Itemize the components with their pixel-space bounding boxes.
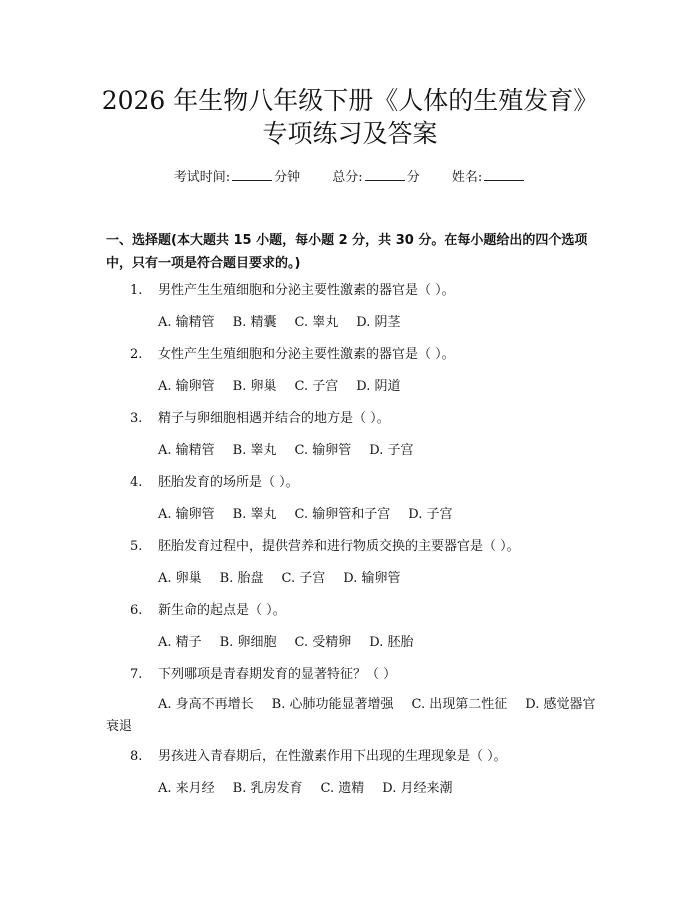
option-c: C. 子宫 xyxy=(294,379,339,394)
question-text: 下列哪项是青春期发育的显著特征？（ ） xyxy=(158,667,397,682)
question-number: 5. xyxy=(130,539,143,554)
student-name-blank xyxy=(484,168,524,181)
option-b: B. 卵细胞 xyxy=(219,635,277,650)
question-number: 4. xyxy=(130,475,143,490)
option-c: C. 睾丸 xyxy=(294,315,339,330)
option-c: C. 子宫 xyxy=(281,571,326,586)
total-score-field xyxy=(332,170,424,185)
option-d: D. 阴茎 xyxy=(356,315,401,330)
question-6-options xyxy=(158,634,431,652)
option-d: D. 胚胎 xyxy=(369,635,414,650)
option-b: B. 睾丸 xyxy=(232,443,277,458)
section-heading: 一、选择题(本大题共 15 小题，每小题 2 分，共 30 分。在每小题给出的四个选项中，只有一项是符合题目要求的。) xyxy=(106,233,588,271)
exam-time-label: 考试时间: xyxy=(173,170,231,185)
exam-info xyxy=(0,168,700,187)
question-2 xyxy=(130,346,455,364)
question-text: 男孩进入青春期后，在性激素作用下出现的生理现象是（ ）。 xyxy=(158,749,507,764)
total-score-blank xyxy=(365,168,405,181)
option-d: D. 输卵管 xyxy=(343,571,401,586)
option-c: C. 出现第二性征 xyxy=(411,697,508,712)
option-b: B. 乳房发育 xyxy=(232,781,303,796)
question-number: 1. xyxy=(130,283,143,298)
option-a: A. 输精管 xyxy=(158,443,215,458)
question-3-options xyxy=(158,442,431,460)
question-text: 精子与卵细胞相遇并结合的地方是（ ）。 xyxy=(158,411,390,426)
question-4-options xyxy=(158,506,470,524)
option-d: D. 月经来潮 xyxy=(382,781,453,796)
exam-time-field xyxy=(174,170,305,185)
option-a: A. 卵巢 xyxy=(158,571,202,586)
question-5-options xyxy=(158,570,418,588)
question-2-options xyxy=(158,378,418,396)
option-b: B. 卵巢 xyxy=(232,379,277,394)
question-1 xyxy=(130,282,455,300)
question-number: 8. xyxy=(130,749,143,764)
option-b: B. 胎盘 xyxy=(219,571,264,586)
option-c: C. 输卵管和子宫 xyxy=(294,507,391,522)
student-name-label: 姓名: xyxy=(451,170,483,185)
option-a: A. 来月经 xyxy=(158,781,215,796)
question-text: 胚胎发育过程中，提供营养和进行物质交换的主要器官是（ ）。 xyxy=(158,539,520,554)
option-b: B. 心肺功能显著增强 xyxy=(271,697,394,712)
option-d: D. 阴道 xyxy=(356,379,401,394)
question-number: 3. xyxy=(130,411,143,426)
option-a: A. 输精管 xyxy=(158,315,215,330)
total-score-label: 总分: xyxy=(332,170,363,185)
document-subtitle: 专项练习及答案 xyxy=(262,119,438,148)
option-a: A. 精子 xyxy=(158,635,202,650)
question-number: 2. xyxy=(130,347,143,362)
question-number: 6. xyxy=(130,603,143,618)
option-c: C. 输卵管 xyxy=(294,443,352,458)
question-number: 7. xyxy=(130,667,143,682)
option-d: D. 感觉器官衰退 xyxy=(106,697,596,734)
document-title: 2026 年生物八年级下册《人体的生殖发育》 xyxy=(101,86,599,115)
question-1-options xyxy=(158,314,418,332)
question-8-options xyxy=(158,780,470,798)
option-d: D. 子宫 xyxy=(408,507,453,522)
question-text: 女性产生生殖细胞和分泌主要性激素的器官是（ ）。 xyxy=(158,347,455,362)
question-7 xyxy=(130,666,396,684)
question-4 xyxy=(130,474,299,492)
option-c: C. 受精卵 xyxy=(294,635,352,650)
question-5 xyxy=(130,538,520,556)
question-6 xyxy=(130,602,286,620)
student-name-field xyxy=(452,170,526,185)
question-text: 男性产生生殖细胞和分泌主要性激素的器官是（ ）。 xyxy=(158,283,455,298)
option-c: C. 遗精 xyxy=(320,781,365,796)
option-a: A. 输卵管 xyxy=(158,379,215,394)
question-3 xyxy=(130,410,390,428)
question-8 xyxy=(130,748,507,766)
question-text: 胚胎发育的场所是（ ）。 xyxy=(158,475,299,490)
option-b: B. 睾丸 xyxy=(232,507,277,522)
total-score-unit: 分 xyxy=(406,170,420,185)
option-a: A. 输卵管 xyxy=(158,507,215,522)
option-d: D. 子宫 xyxy=(369,443,414,458)
question-7-options xyxy=(106,694,598,738)
option-b: B. 精囊 xyxy=(232,315,277,330)
option-a: A. 身高不再增长 xyxy=(158,697,254,712)
question-text: 新生命的起点是（ ）。 xyxy=(158,603,286,618)
exam-time-blank xyxy=(232,168,272,181)
exam-time-unit: 分钟 xyxy=(274,170,301,185)
